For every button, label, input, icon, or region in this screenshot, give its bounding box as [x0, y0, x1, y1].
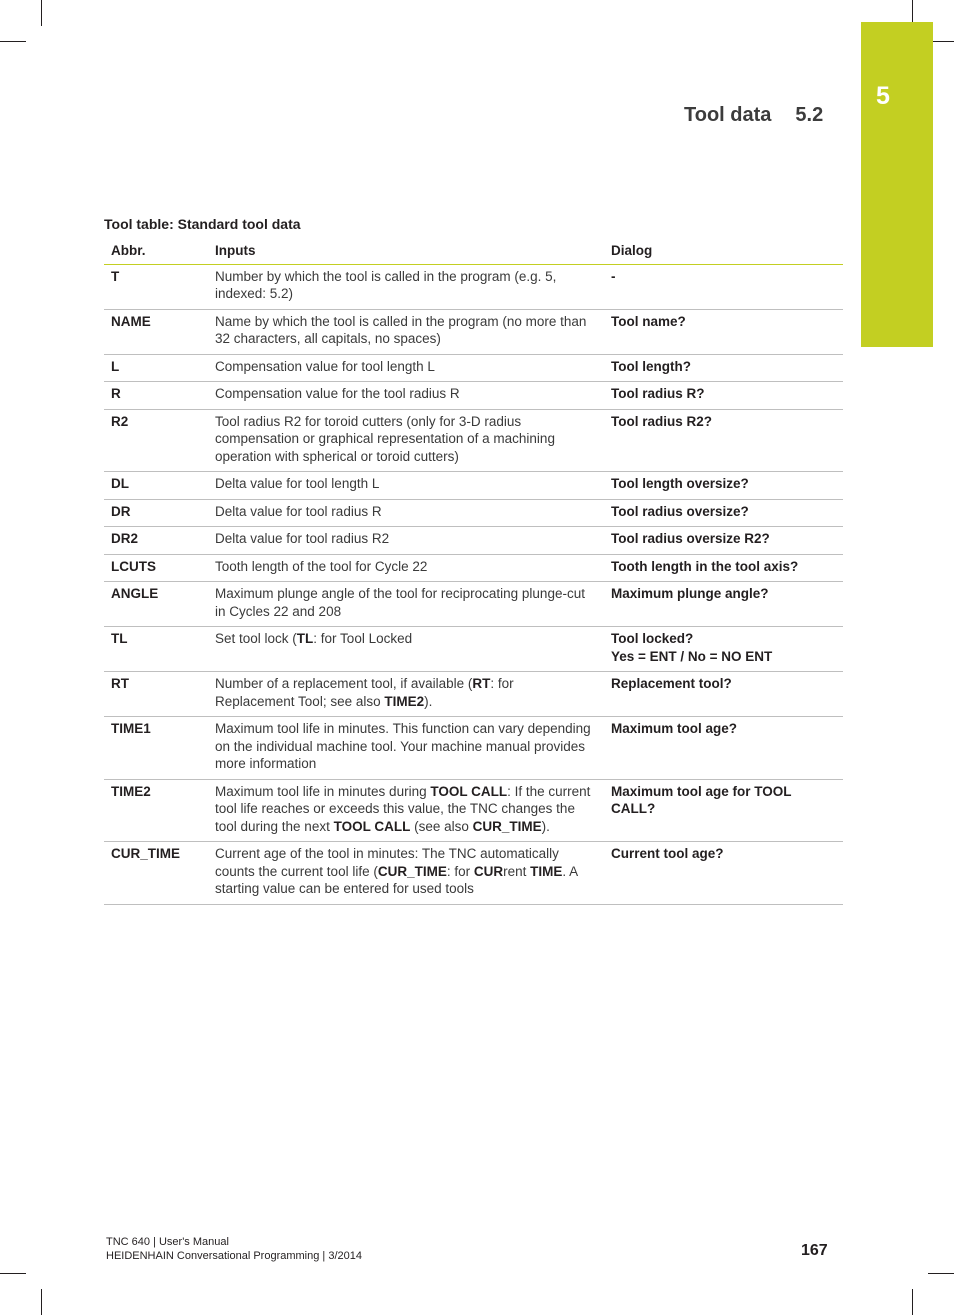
cell-inputs: [208, 527, 604, 555]
cell-abbr: R: [104, 382, 208, 410]
inputs-keyword: TOOL CALL: [430, 783, 508, 799]
dialog-line: Tool length oversize?: [611, 476, 749, 491]
inputs-text: Compensation value for tool length L: [215, 358, 435, 374]
crop-mark: [41, 1289, 42, 1315]
cell-abbr: T: [104, 264, 208, 309]
table-row: [104, 842, 843, 905]
footer: [106, 1235, 362, 1263]
table-row: [104, 527, 843, 555]
crop-mark: [41, 0, 42, 26]
cell-dialog: [604, 472, 843, 500]
cell-inputs: [208, 842, 604, 905]
crop-mark: [0, 41, 26, 42]
table-body: [104, 264, 843, 904]
table-row: [104, 409, 843, 472]
dialog-line: Tool radius R?: [611, 386, 705, 401]
cell-abbr: TIME2: [104, 779, 208, 842]
cell-dialog: [604, 672, 843, 717]
inputs-keyword: TOOL CALL: [333, 818, 411, 834]
cell-dialog: [604, 409, 843, 472]
inputs-text: Tooth length of the tool for Cycle 22: [215, 558, 428, 574]
inputs-text: Delta value for tool radius R2: [215, 531, 390, 546]
inputs-text: (see also: [410, 818, 473, 834]
cell-dialog: [604, 499, 843, 527]
inputs-text: rent: [503, 863, 531, 879]
inputs-keyword: TIME2: [384, 693, 425, 709]
dialog-line: Tool radius R2?: [611, 413, 713, 429]
cell-inputs: [208, 472, 604, 500]
cell-abbr: R2: [104, 409, 208, 472]
inputs-text: Set tool lock (: [215, 631, 297, 646]
inputs-text: Maximum plunge angle of the tool for reciprocating plunge-cut in Cycles 22 and 208: [215, 586, 585, 619]
inputs-text: Name by which the tool is called in the program (no more than 32 characters, all capitals, no spaces): [215, 313, 587, 346]
inputs-text: : for Replacement Tool; see also: [215, 676, 514, 709]
dialog-line: Maximum plunge angle?: [611, 586, 769, 601]
cell-inputs: [208, 409, 604, 472]
cell-abbr: DR: [104, 499, 208, 527]
cell-abbr: LCUTS: [104, 554, 208, 582]
cell-dialog: [604, 527, 843, 555]
table-header-row: [104, 240, 843, 264]
cell-inputs: [208, 582, 604, 627]
cell-dialog: [604, 309, 843, 354]
inputs-text: : for: [446, 863, 474, 879]
inputs-text: Current age of the tool in minutes: The TNC automatically counts the current tool life (: [215, 846, 559, 879]
inputs-text: Number by which the tool is called in the program (e.g. 5, indexed: 5.2): [215, 268, 557, 301]
cell-inputs: [208, 264, 604, 309]
cell-abbr: DL: [104, 472, 208, 500]
column-header-inputs: Inputs: [208, 240, 604, 264]
cell-inputs: [208, 309, 604, 354]
table-row: [104, 672, 843, 717]
cell-inputs: [208, 717, 604, 780]
chapter-tab: [861, 22, 933, 347]
cell-dialog: [604, 354, 843, 382]
cell-dialog: [604, 842, 843, 905]
cell-dialog: [604, 554, 843, 582]
inputs-keyword: TL: [296, 631, 314, 646]
crop-mark: [912, 1289, 913, 1315]
cell-abbr: L: [104, 354, 208, 382]
cell-dialog: [604, 779, 843, 842]
cell-abbr: TL: [104, 627, 208, 672]
column-header-dialog: Dialog: [604, 240, 843, 264]
cell-inputs: [208, 672, 604, 717]
dialog-line: Maximum tool age?: [611, 721, 738, 736]
table-row: [104, 472, 843, 500]
dialog-line: Yes = ENT / No = NO ENT: [611, 648, 773, 664]
cell-abbr: ANGLE: [104, 582, 208, 627]
inputs-keyword: TIME: [530, 863, 563, 879]
cell-inputs: [208, 499, 604, 527]
table-row: [104, 354, 843, 382]
table-row: [104, 499, 843, 527]
header-section: 5.2: [795, 104, 824, 126]
inputs-text: : for Tool Locked: [313, 631, 413, 646]
footer-publication: HEIDENHAIN Conversational Programming | 3/2014: [106, 1250, 362, 1262]
dialog-line: Tool radius oversize?: [611, 503, 749, 519]
inputs-keyword: RT: [472, 676, 491, 691]
cell-dialog: [604, 264, 843, 309]
table-row: [104, 264, 843, 309]
cell-dialog: [604, 382, 843, 410]
cell-inputs: [208, 354, 604, 382]
dialog-line: Tool radius oversize R2?: [611, 531, 770, 546]
cell-abbr: NAME: [104, 309, 208, 354]
crop-mark: [0, 1273, 26, 1274]
table-row: [104, 582, 843, 627]
cell-inputs: [208, 779, 604, 842]
dialog-line: -: [611, 268, 616, 284]
dialog-line: Tool name?: [611, 313, 686, 329]
column-header-abbr: Abbr.: [104, 240, 208, 264]
inputs-text: Tool radius R2 for toroid cutters (only for 3-D radius compensation or graphical representation of a machining operation with spherical or toroid cutters): [215, 413, 555, 464]
inputs-text: Delta value for tool length L: [215, 476, 380, 491]
table-row: [104, 554, 843, 582]
cell-inputs: [208, 554, 604, 582]
dialog-line: Maximum tool age for TOOL CALL?: [611, 783, 792, 816]
inputs-text: Maximum tool life in minutes. This function can vary depending on the individual machine tool. Your machine manual provides more information: [215, 721, 591, 771]
tool-table: [104, 240, 843, 905]
crop-mark: [928, 1273, 954, 1274]
header-title: Tool data: [684, 104, 772, 126]
table-row: [104, 309, 843, 354]
cell-abbr: CUR_TIME: [104, 842, 208, 905]
inputs-text: Maximum tool life in minutes during: [215, 783, 431, 799]
page-number: 167: [801, 1242, 828, 1259]
cell-dialog: [604, 717, 843, 780]
table-row: [104, 779, 843, 842]
inputs-keyword: CUR: [473, 863, 504, 879]
cell-inputs: [208, 627, 604, 672]
running-header: [684, 104, 823, 127]
table-row: [104, 717, 843, 780]
inputs-keyword: CUR_TIME: [472, 818, 542, 834]
inputs-text: ).: [541, 818, 550, 834]
inputs-text: : If the current tool life reaches or exceeds this value, the TNC changes the tool during the next: [215, 783, 591, 834]
table-row: [104, 382, 843, 410]
inputs-text: ).: [424, 693, 433, 709]
inputs-text: . A starting value can be entered for used tools: [215, 863, 578, 896]
cell-dialog: [604, 582, 843, 627]
inputs-text: Number of a replacement tool, if available (: [215, 676, 473, 691]
cell-abbr: RT: [104, 672, 208, 717]
cell-abbr: DR2: [104, 527, 208, 555]
footer-manual-title: TNC 640 | User's Manual: [106, 1236, 229, 1248]
dialog-line: Tooth length in the tool axis?: [611, 558, 799, 574]
dialog-line: Tool length?: [611, 358, 691, 374]
inputs-text: Delta value for tool radius R: [215, 503, 382, 519]
cell-inputs: [208, 382, 604, 410]
dialog-line: Replacement tool?: [611, 676, 732, 691]
table-caption: Tool table: Standard tool data: [104, 216, 301, 232]
dialog-line: Current tool age?: [611, 846, 724, 861]
inputs-keyword: CUR_TIME: [377, 863, 447, 879]
cell-dialog: [604, 627, 843, 672]
dialog-line: Tool locked?: [611, 631, 694, 646]
cell-abbr: TIME1: [104, 717, 208, 780]
inputs-text: Compensation value for the tool radius R: [215, 386, 460, 401]
chapter-number: 5: [876, 82, 890, 110]
table-row: [104, 627, 843, 672]
